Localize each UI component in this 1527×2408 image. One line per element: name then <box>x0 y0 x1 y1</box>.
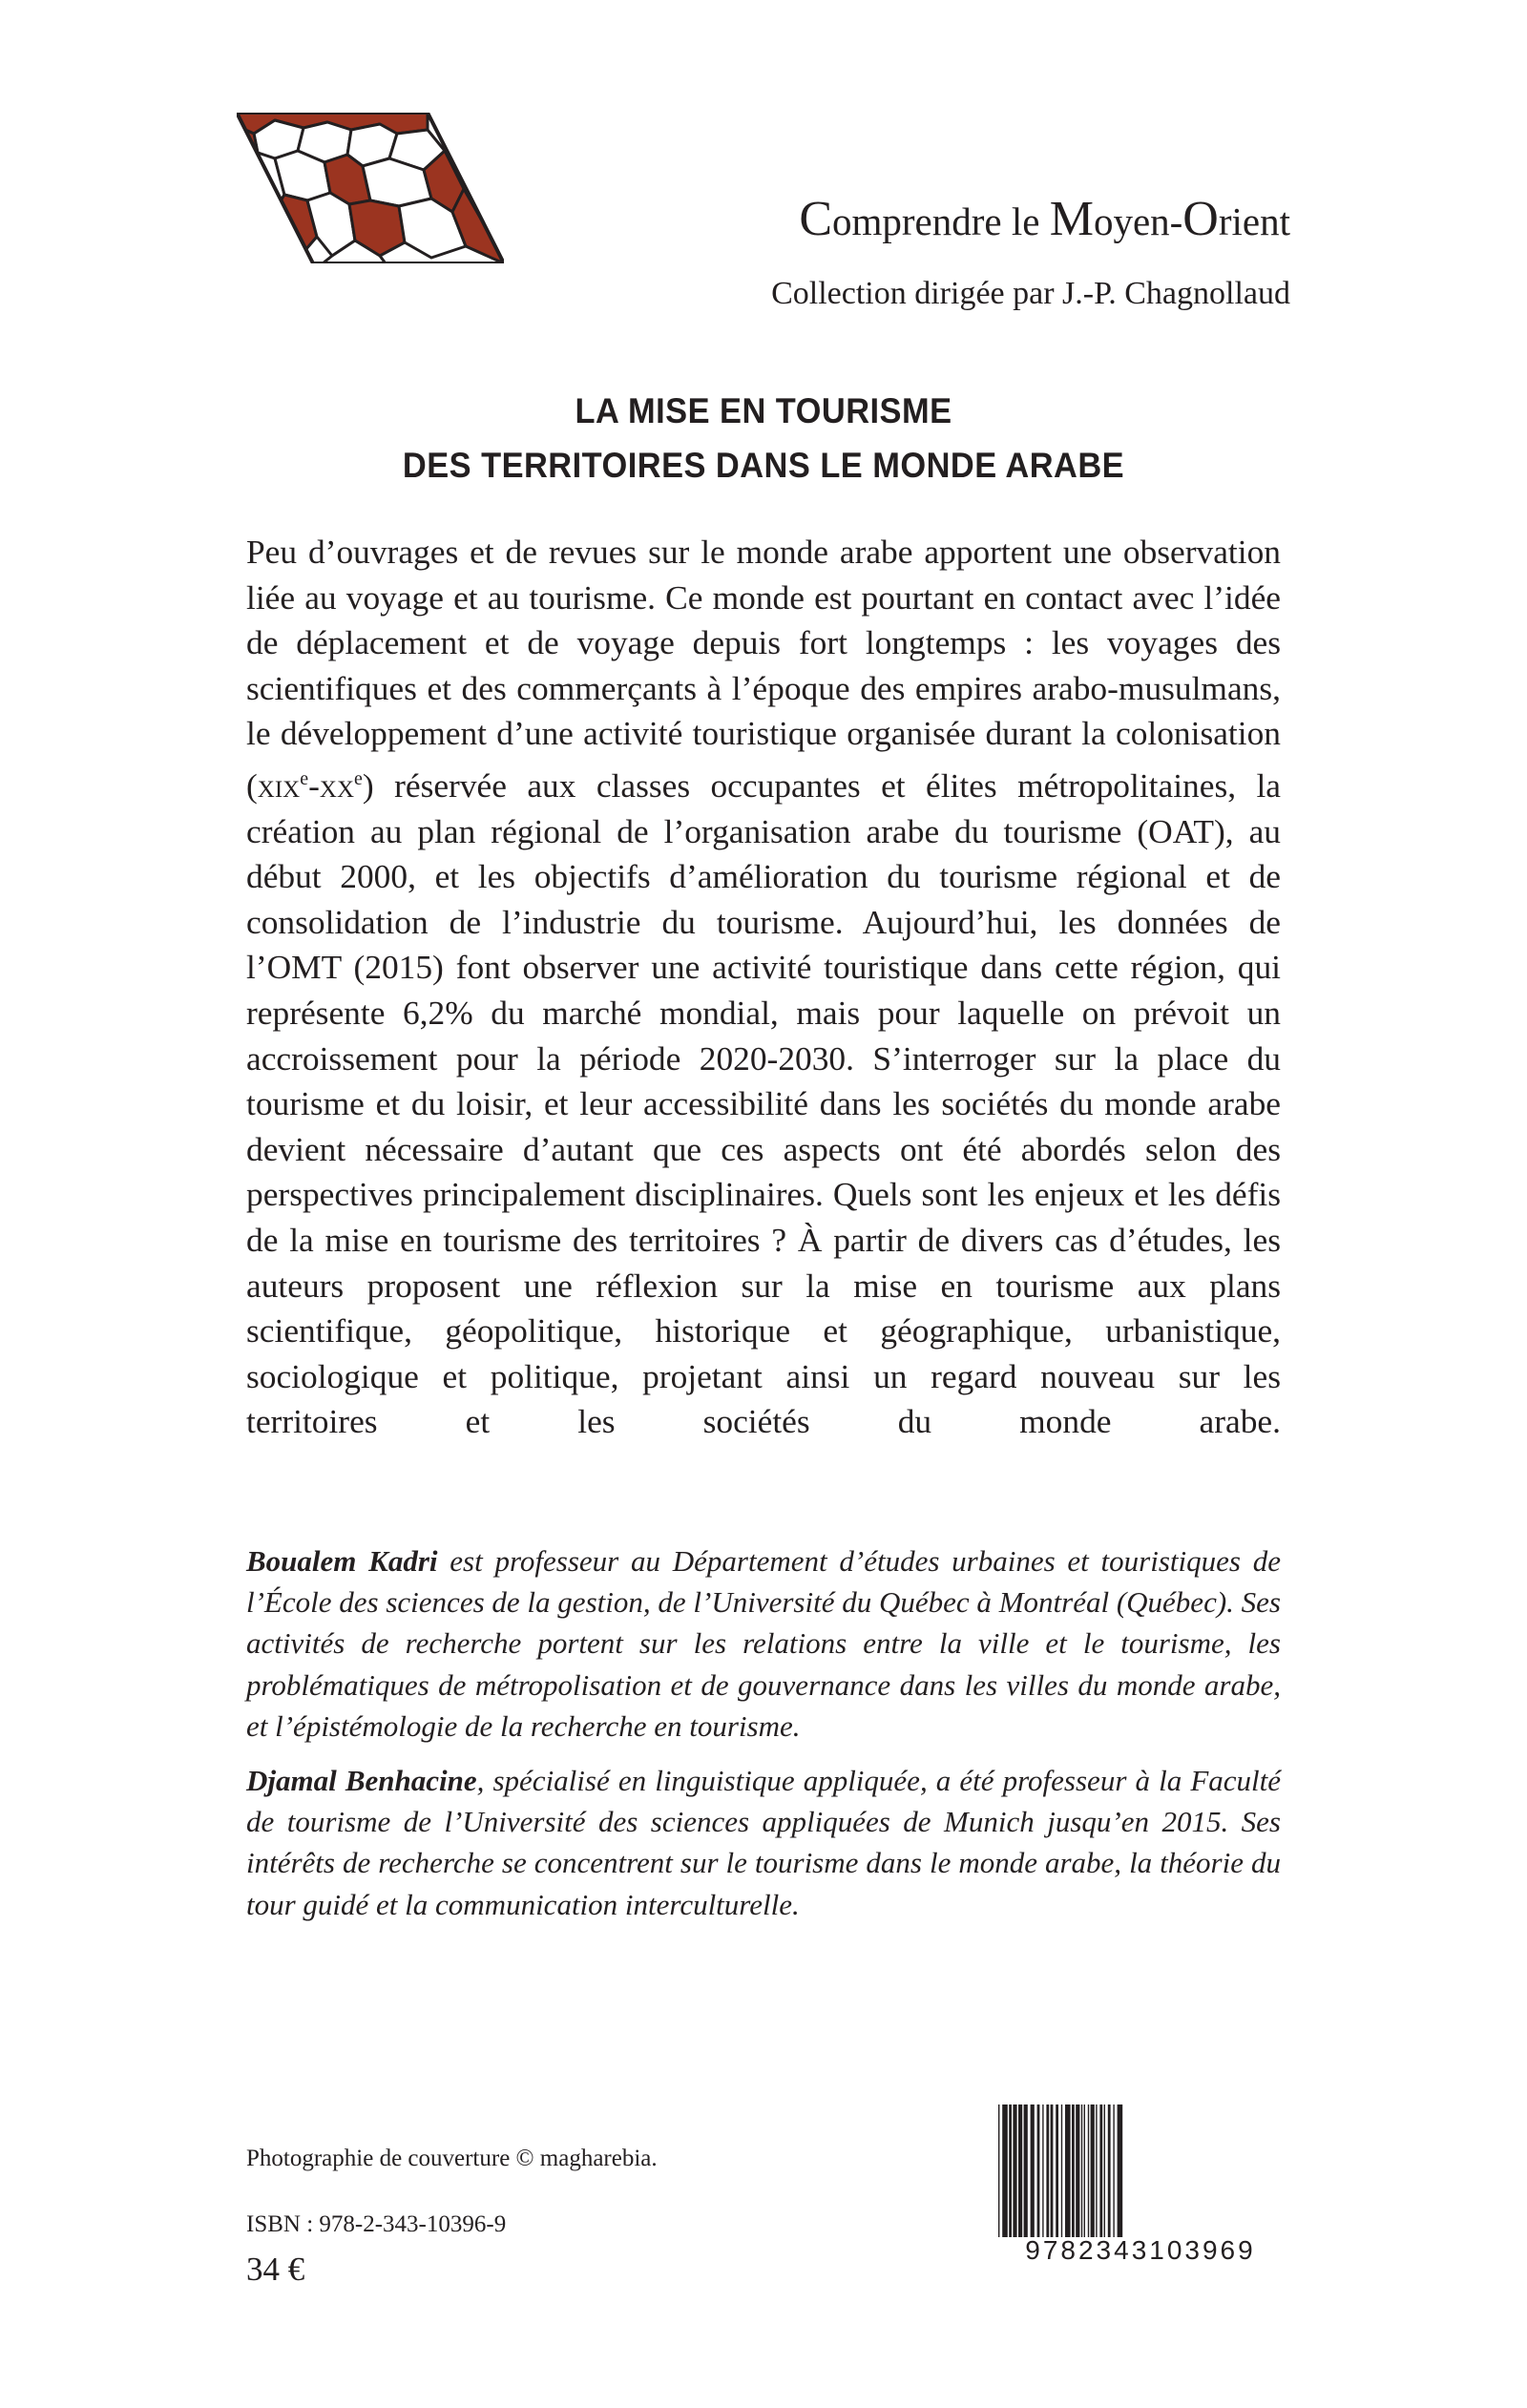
photo-credit: Photographie de couverture © magharebia. <box>246 2146 658 2171</box>
barcode-bar <box>1037 2104 1040 2238</box>
series-name-initial: M <box>1049 192 1094 246</box>
barcode-bar <box>1051 2104 1054 2238</box>
barcode-bar <box>1081 2104 1082 2238</box>
barcode-bar <box>1042 2104 1043 2238</box>
barcode-bar <box>1118 2104 1123 2238</box>
author-bio-text: , spécialisé en linguistique appliquée, a été professeur à la Faculté de tourisme de l’Université des sciences appliquées de Munich jusqu’en 2015. Ses intérêts de recherche se concentrent sur le tourisme dans le monde arabe, la théorie du tour guidé et la communication interculturelle. <box>246 1764 1282 1921</box>
barcode-bar <box>1046 2104 1049 2238</box>
series-name-text: rient <box>1218 199 1290 243</box>
middle-east-map-icon <box>237 113 504 263</box>
barcode-bar <box>1084 2104 1085 2238</box>
barcode-bar <box>998 2104 999 2238</box>
barcode-bar <box>1076 2104 1079 2238</box>
book-title-line-1: LA MISE EN TOURISME <box>575 391 952 430</box>
author-bio-text: est professeur au Département d’études urbaines et touristiques de l’École des sciences de la gestion, de l’Université du Québec à Montréal (Québec). Ses activités de recherche portent sur les relations entre la ville et le tourisme, les problématiques de métropolisation et de gouvernance dans les villes du monde arabe, et l’épistémologie de la recherche en tourisme. <box>246 1544 1281 1743</box>
series-name-initial: C <box>799 192 832 246</box>
isbn: ISBN : 978-2-343-10396-9 <box>246 2211 507 2237</box>
barcode-bar <box>1024 2104 1028 2238</box>
century-numeral: xix <box>257 765 301 805</box>
century-superscript: e <box>354 767 363 789</box>
series-name <box>799 192 1290 246</box>
barcode-bar <box>1031 2104 1035 2238</box>
barcode-bar <box>1108 2104 1111 2238</box>
summary-text-1: Peu d’ouvrages et de revues sur le monde arabe apportent une observation liée au voyage et au tourisme. Ce monde est pourtant en contact avec l’idée de déplacement et de voyage depuis fort longtemps : les voyages des scientifiques et des commerçants à l’époque des empires arabo-musulmans, le développement d’une activité touristique organisée durant la colonisation ( <box>246 533 1281 805</box>
century-dash: - <box>308 765 320 805</box>
summary-text-2: ) réservée aux classes occupantes et élites métropolitaines, la création au plan régional de l’organisation arabe du tourisme (OAT), au début 2000, et les objectifs d’amélioration du tourisme régional et de consolidation de l’industrie du tourisme. Aujourd’hui, les données de l’OMT (2015) font observer une activité touristique dans cette région, qui représente 6,2% du marché mondial, mais pour laquelle on prévoit un accroissement pour la période 2020-2030. S’interroger sur la place du tourisme et du loisir, et leur accessibilité dans les sociétés du monde arabe devient nécessaire d’autant que ces aspects ont été abordés selon des perspectives principalement disciplinaires. Quels sont les enjeux et les défis de la mise en tourisme des territoires ? À partir de divers cas d’études, les auteurs proposent une réflexion sur la mise en tourisme aux plans scientifique, géopolitique, historique et géographique, urbanistique, sociologique et politique, projetant ainsi un regard nouveau sur les territoires et les sociétés du monde arabe. <box>246 765 1281 1441</box>
barcode-bar <box>1018 2104 1022 2238</box>
barcode-bar <box>1065 2104 1071 2238</box>
barcode-bar <box>1091 2104 1095 2238</box>
author-bio <box>246 1760 1281 1925</box>
series-name-initial: O <box>1182 192 1219 246</box>
barcode-bar <box>1113 2104 1114 2238</box>
barcode-bar <box>1061 2104 1062 2238</box>
barcode-bar <box>1013 2104 1016 2238</box>
barcode-bar <box>1002 2104 1008 2238</box>
barcode-number: 9782343103969 <box>993 2237 1288 2264</box>
author-name: Djamal Benhacine <box>246 1764 477 1797</box>
author-name: Boualem Kadri <box>246 1544 438 1578</box>
barcode-bar <box>1096 2104 1097 2238</box>
book-summary <box>246 530 1281 1445</box>
barcode-bar <box>1088 2104 1089 2238</box>
century-superscript: e <box>300 767 309 789</box>
series-name-text: oyen- <box>1093 199 1183 243</box>
century-numeral: xx <box>319 765 355 805</box>
price: 34 € <box>246 2251 305 2288</box>
barcode-bar <box>1072 2104 1075 2238</box>
barcode-bar <box>1056 2104 1058 2238</box>
series-name-text: omprendre le <box>832 199 1050 243</box>
barcode-bar <box>1099 2104 1102 2238</box>
author-bio <box>246 1540 1281 1747</box>
barcode-bar <box>1009 2104 1012 2238</box>
series-director: Collection dirigée par J.-P. Chagnollaud <box>771 276 1290 311</box>
barcode-bar <box>1104 2104 1105 2238</box>
book-title-line-2: DES TERRITOIRES DANS LE MONDE ARABE <box>402 446 1125 485</box>
